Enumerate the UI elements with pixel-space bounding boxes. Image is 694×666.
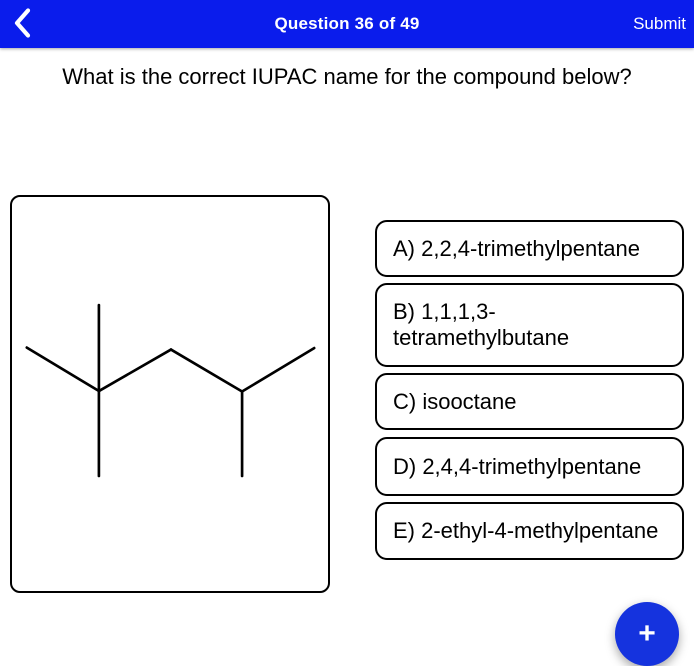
- back-button[interactable]: [8, 7, 36, 41]
- answer-option-b-label: B) 1,1,1,3-tetramethylbutane: [393, 299, 570, 350]
- add-button[interactable]: [615, 602, 679, 666]
- question-text: What is the correct IUPAC name for the compound below?: [62, 64, 632, 89]
- answer-option-c-label: C) isooctane: [393, 388, 517, 414]
- bond-line: [242, 348, 314, 391]
- top-bar: [0, 0, 694, 48]
- answer-option-e[interactable]: [375, 502, 684, 560]
- answer-options: [375, 220, 684, 560]
- bond-line: [27, 348, 99, 391]
- answer-option-a[interactable]: [375, 220, 684, 277]
- page-title: Question 36 of 49: [274, 14, 420, 33]
- bond-line: [171, 350, 242, 392]
- answer-option-d[interactable]: [375, 437, 684, 496]
- molecule-card: [10, 195, 330, 593]
- answer-option-a-label: A) 2,2,4-trimethylpentane: [393, 235, 641, 261]
- bond-line: [99, 350, 171, 391]
- plus-icon: +: [638, 617, 656, 650]
- answer-option-b[interactable]: [375, 283, 684, 367]
- answer-option-c[interactable]: [375, 373, 684, 430]
- answer-option-e-label: E) 2-ethyl-4-methylpentane: [393, 518, 659, 543]
- submit-button[interactable]: Submit: [633, 0, 686, 48]
- answer-option-d-label: D) 2,4,4-trimethylpentane: [393, 453, 642, 479]
- molecule-skeletal-structure: [12, 197, 328, 591]
- chevron-left-icon: [12, 7, 32, 42]
